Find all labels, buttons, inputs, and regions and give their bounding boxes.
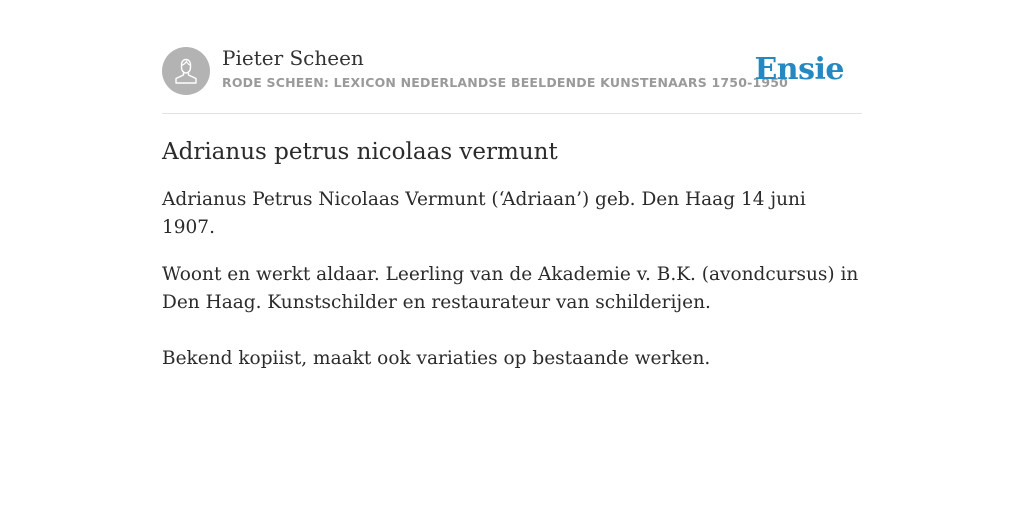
article-title: Adrianus petrus nicolaas vermunt: [162, 139, 558, 165]
article-header: [162, 46, 862, 114]
article-paragraph: Adrianus Petrus Nicolaas Vermunt (‘Adriaan’) geb. Den Haag 14 juni 1907.: [162, 189, 806, 238]
source-name[interactable]: RODE SCHEEN: LEXICON NEDERLANDSE BEELDENDE KUNSTENAARS 1750-1950: [222, 75, 789, 90]
author-avatar[interactable]: [162, 47, 210, 95]
article-body: [162, 136, 862, 392]
author-name[interactable]: Pieter Scheen: [222, 46, 364, 70]
user-avatar-icon: [172, 56, 200, 86]
brand-logo[interactable]: Ensie: [754, 52, 844, 87]
article-paragraph: Bekend kopiist, maakt ook variaties op bestaande werken.: [162, 348, 711, 369]
article-paragraph: Woont en werkt aldaar. Leerling van de Akademie v. B.K. (avondcursus) in Den Haag. Kunstschilder en restaurateur van schilderijen.: [162, 264, 859, 313]
author-block: [222, 46, 788, 91]
